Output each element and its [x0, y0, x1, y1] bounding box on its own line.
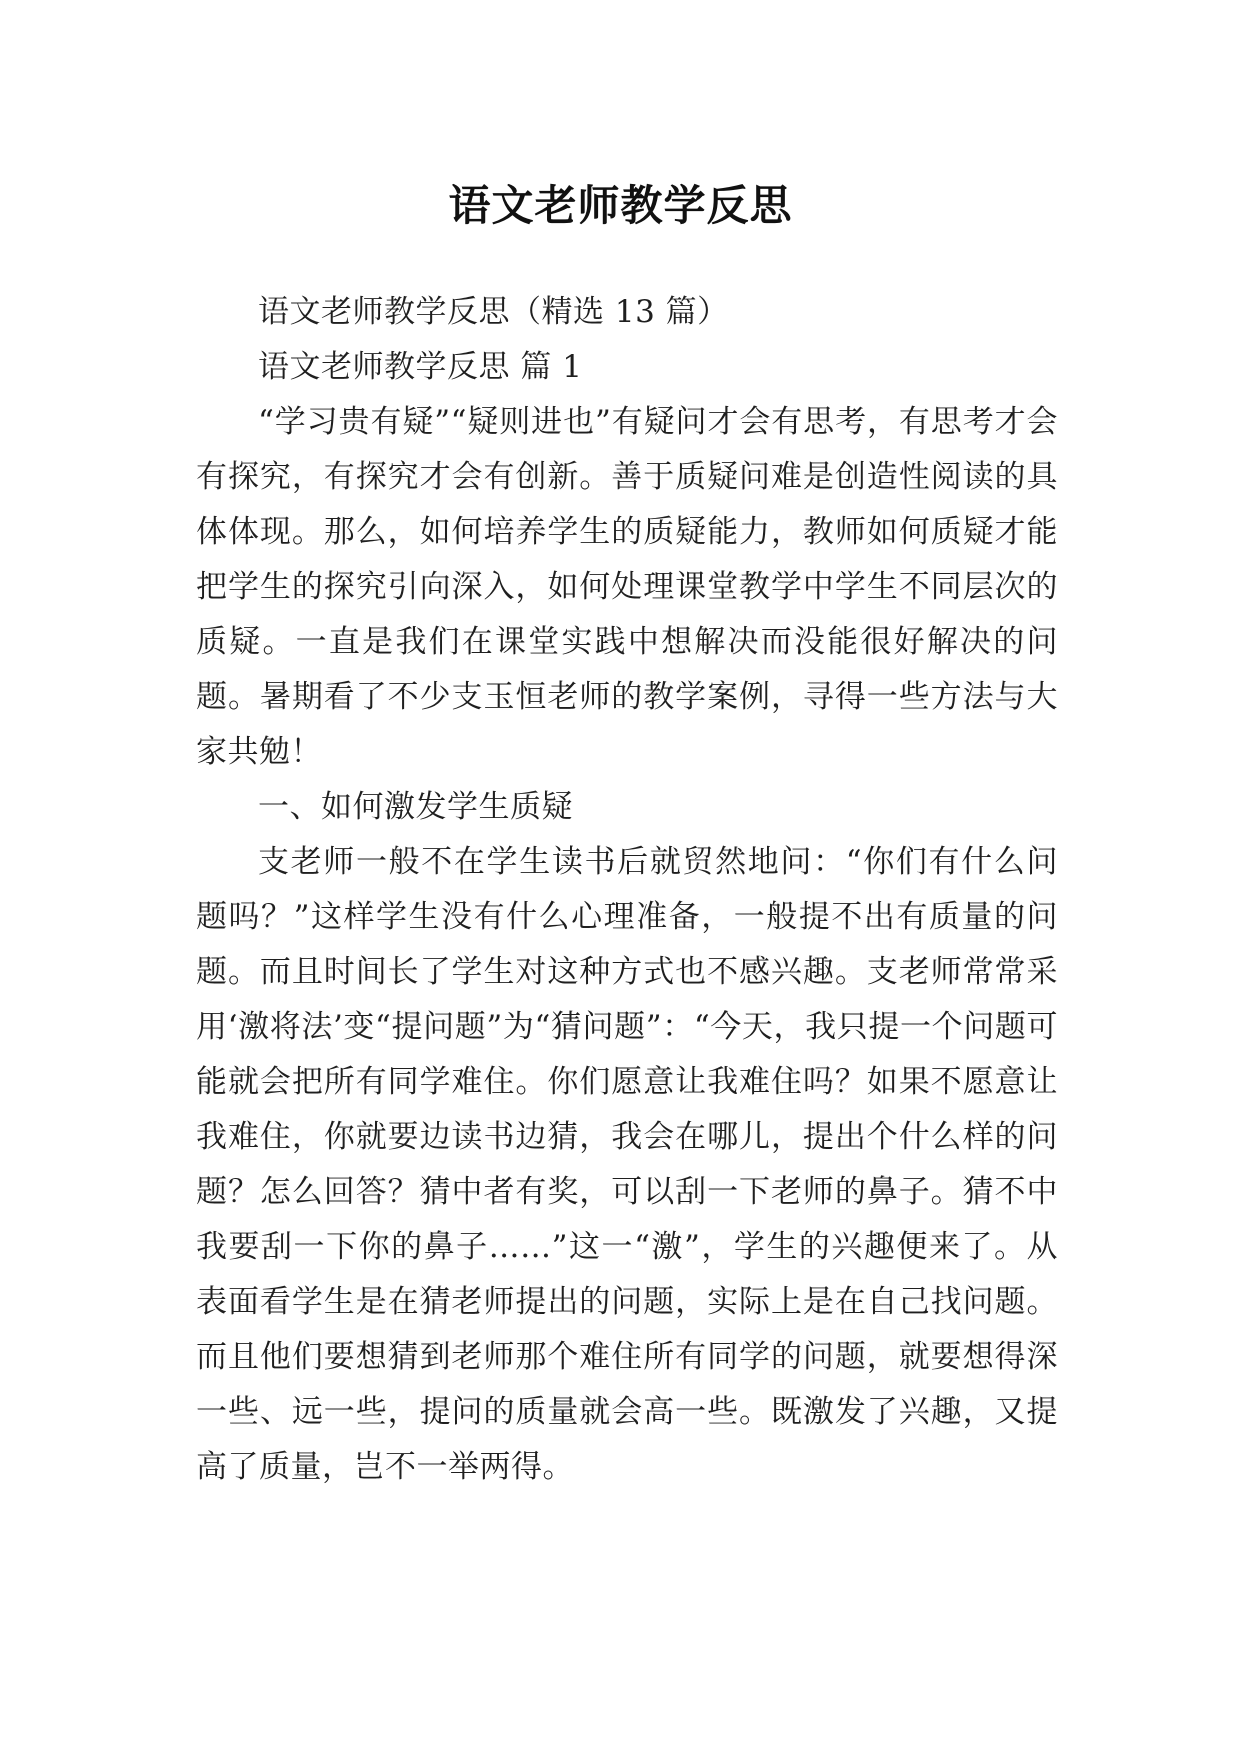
document-title: 语文老师教学反思: [448, 181, 793, 231]
body-paragraph: “学习贵有疑”“疑则进也”有疑问才会有思考，有思考才会有探究，有探究才会有创新。善于质疑问难是创造性阅读的具体体现。那么，如何培养学生的质疑能力，教师如何质疑才能把学生的探究引向深入，如何处理课堂教学中学生不同层次的质疑。一直是我们在课堂实践中想解决而没能很好解决的问题。暑期看了不少支玉恒老师的教学案例，寻得一些方法与大家共勉！: [196, 404, 1058, 770]
article-heading: 语文老师教学反思 篇 1: [258, 349, 583, 385]
body-paragraph: 支老师一般不在学生读书后就贸然地问：“你们有什么问题吗？”这样学生没有什么心理准备，一般提不出有质量的问题。而且时间长了学生对这种方式也不感兴趣。支老师常常采用‘激将法’变“提问题”为“猜问题”：“今天，我只提一个问题可能就会把所有同学难住。你们愿意让我难住吗？如果不愿意让我难住，你就要边读书边猜，我会在哪儿，提出个什么样的问题？怎么回答？猜中者有奖，可以刮一下老师的鼻子。猜不中我要刮一下你的鼻子……”这一“激”，学生的兴趣便来了。从表面看学生是在猜老师提出的问题，实际上是在自己找问题。而且他们要想猜到老师那个难住所有同学的问题，就要想得深一些、远一些，提问的质量就会高一些。既激发了兴趣，又提高了质量，岂不一举两得。: [196, 844, 1058, 1485]
section-heading: 一、如何激发学生质疑: [258, 789, 573, 825]
document-body: [196, 285, 1058, 1495]
collection-subtitle: 语文老师教学反思（精选 13 篇）: [258, 294, 729, 330]
